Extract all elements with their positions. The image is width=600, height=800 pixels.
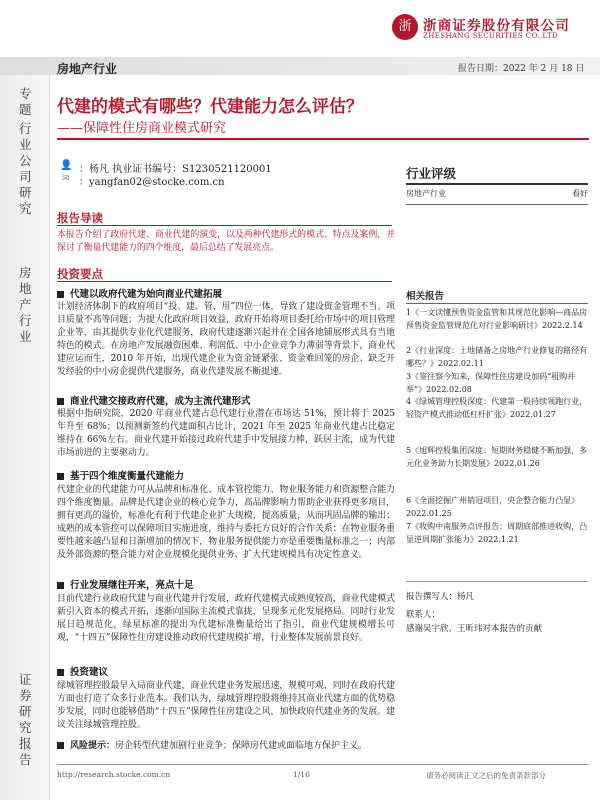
sidebar-category: 行业公司研究 [19,121,32,216]
square-bullet-icon [57,398,64,405]
page-title: 代建的模式有哪些？代建能力怎么评估？ [57,97,363,117]
guide-heading: 报告导读 [57,211,103,225]
related-item[interactable]: 1《一文读懂预售资金监管和其规范化影响—商品房预售资金监管规范化对行业影响研讨》2022.2.14 [406,308,588,330]
footer-rule [57,764,589,765]
related-item[interactable]: 6《全面挖掘广州销冠项目，央企整合能力凸显》2022.01.25 [406,496,580,518]
guide-text: 本报告介绍了政府代建、商业代建的演变，以及两种代建形式的模式、特点及案例，并探讨了衡量代建能力的四个维度，最后总结了发展亮点。 [57,230,395,253]
rating-value: 看好 [572,189,588,198]
footer-disclaimer: 请务必阅读正文之后的免责条款部分 [426,771,546,780]
point-title-text: 基于四个维度衡量代建能力 [70,471,185,482]
point-1-title [57,286,222,300]
title-divider [57,138,589,140]
point-4-title [57,577,194,591]
square-bullet-icon [57,742,64,749]
risk-warning [57,738,397,751]
point-4-text: 目前代建行业政府代建与商业代建并行发展，政府代建模式成熟度较高，商业代建模式新引入资本的模式开拓，逐渐向国际主流模式靠拢，呈现多元化发展格局。同时行业发展日趋规范化，绿星标准的提出为代建标准衡量给出了指引，商业代建规模增长可观，“十四五”保障性住房建设推动政府代建规模扩增，行业整体发展前景良好。 [57,594,395,643]
contacts-rule [406,581,588,582]
sidebar-industry: 房地产行业 [19,265,32,344]
risk-label: 风险提示： [70,741,116,751]
guide-rule [57,225,392,226]
rating-industry: 房地产行业 [406,189,446,198]
report-date: 报告日期：2022 年 2 月 18 日 [458,64,585,74]
points-rule [57,281,392,282]
related-item[interactable]: 2《行业深度：土地储备之房地产行业修复的路径有哪些？》2022.02.11 [406,346,588,368]
point-3-title [57,468,184,482]
report-author: 报告撰写人：杨凡 [406,592,475,602]
point-title-text: 代建以政府代建为始向商业代建拓展 [70,289,223,300]
point-5-title [57,664,108,678]
point-3-text: 代建企业的代建能力可从品牌和标准化、成本管控能力、物业服务能力和资源整合能力四个维度衡量。品牌是代建企业的核心竞争力，高品牌影响力帮助企业获得更多项目，拥有更高的溢价，标准化有利于代建企业扩大规模，提高质量，从而巩固品牌的输出；成熟的成本管控可以保障项目实施进度，维持与委托方良好的合作关系；在物业服务重要性越来越凸显和日渐增加的情况下，物业服务提供能力亦是重要衡量标准之一；内部及外部资源的整合能力对企业规模化提供业务、扩大代建规模具有决定性意义。 [57,485,395,560]
risk-text: 房企转型代建加剧行业竞争；保障房代建或面临地方保护主义。 [115,741,368,751]
point-title-text: 行业发展继往开来，亮点十足 [70,580,194,591]
thanks-text: 感谢吴宇欣、王昕玮对本报告的贡献 [406,624,543,634]
rating-title: 行业评级 [406,166,457,181]
points-heading: 投资要点 [57,267,103,281]
author-email[interactable]: ：yangfan02@stocke.com.cn [79,177,225,188]
point-title-text: 投资建议 [70,667,109,678]
sidebar-securities-research: 证券研究报告 [19,672,32,767]
rating-rule-bottom [406,204,588,205]
brand-name-en: ZHESHANG SECURITIES CO.,LTD [423,32,559,40]
author-line: ：杨凡 执业证书编号：S1230521120001 [79,164,272,175]
page-number: 1/16 [293,770,310,779]
point-1-text: 计划经济体制下的政府项目“投、建、管、用”四位一体，导致了建设资金管理不当、项目质量不高等问题；为提大化政府项目效益，政府开始将项目委托给市场中的项目管理企业等，由其提供专业化代建服务，政府代建逐渐兴起并在全国各地铺展形式具有当地特色的模式。在房地产发展融资困难、利润低、中小企业竞争力薄弱等背景下，商业代建应运而生，2010 年开始，出现代建企业为资金链紧张、资金难回笼的房企、缺乏开发经验的中小房企提供代建服务，商业代建发展不断提速。 [57,302,395,377]
related-title: 相关报告 [406,291,445,302]
square-bullet-icon [57,669,64,676]
rating-row [406,188,588,199]
page-subtitle: ——保障性住房商业模式研究 [57,121,227,136]
square-bullet-icon [57,291,64,298]
point-title-text: 商业代建交接政府代建，成为主流代建形式 [70,396,251,407]
brand-name: 浙商证券股份有限公司 [423,18,570,34]
person-icon: 👤 [60,160,73,171]
point-2-title [57,393,251,407]
contact-label: 联系人： [406,610,441,620]
footer-url[interactable]: http://research.stocke.com.cn [57,770,171,779]
related-item[interactable]: 3《鉴往察今知来，保障性住房建设加码“租购并举”》2022.02.08 [406,372,576,394]
related-item[interactable]: 7《收购中南服务点评报告：周期底部推进收购，凸显逆周期扩张能力》2022.1.21 [406,522,588,544]
related-rule [406,303,588,304]
related-item[interactable]: 4《绿城管理控股深度：代建第一股持续领跑行业，轻资产模式推动低杠杆扩张》2022.01.27 [406,397,588,419]
square-bullet-icon [57,582,64,589]
brand-logo-icon: 浙 [392,14,418,40]
header-industry: 房地产行业 [57,62,118,76]
mail-icon: ✉ [62,174,70,184]
sidebar-zhuanti: 专题 [19,86,32,117]
point-2-text: 根据中指研究院，2020 年商业代建占总代建行业潜在市场达 51%，预计将于 2025 年升至 68%；以预测新签约代建面积占比计，2021 年至 2025 年商业代建占比稳定维持在 66%左右。商业代建开始接过政府代建手中发展接力棒，跃居主流，成为代建市场前进的主要驱动力。 [57,409,395,458]
point-5-text: 绿城管理控股最早入局商业代建，商业代建业务发展迅速，规模可观，同时在政府代建方面也打造了众多行业范本。我们认为，绿城管理控股将维持其商业代建方面的优势稳步发展，同时也能够借助“十四五”保障性住房建设之风，加快政府代建业务的发展。建议关注绿城管理控股。 [57,681,395,730]
rating-rule-top [406,183,588,185]
related-item[interactable]: 5《旭辉控股集团深度：短期财务稳健不断加强，多元化业务助力长期发展》2022.01.26 [406,446,588,468]
square-bullet-icon [57,473,64,480]
sidebar-divider [49,75,50,800]
